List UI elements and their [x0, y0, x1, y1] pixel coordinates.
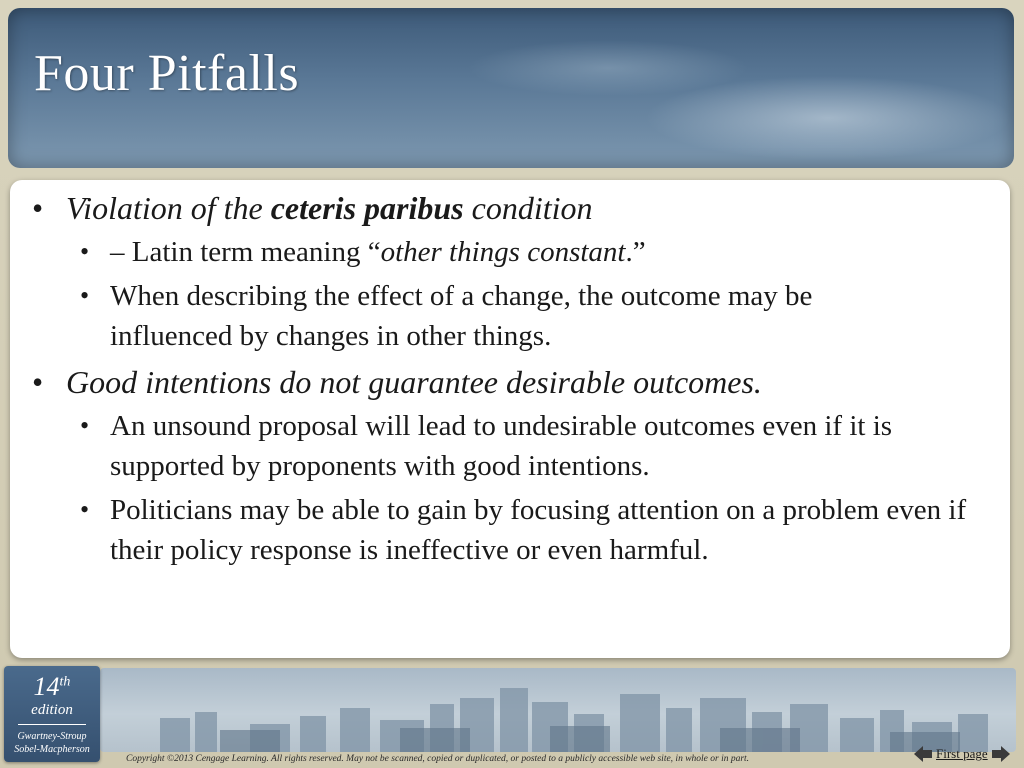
sub-bullet-effect-of-change: • When describing the effect of a change, the outcome may be influenced by changes in other things.: [10, 276, 1010, 356]
content-card: [10, 180, 1010, 658]
arrow-left-icon[interactable]: [914, 746, 932, 762]
page-title: Four Pitfalls: [34, 45, 300, 102]
first-page-link[interactable]: First page: [936, 746, 988, 761]
city-skyline-image: [100, 668, 1016, 752]
footer-city-banner: [100, 668, 1016, 752]
copyright-notice: Copyright ©2013 Cengage Learning. All rights reserved. May not be scanned, copied or duplicated, or posted to a publicly accessible web site, in whole or in part.: [126, 754, 750, 764]
edition-label: edition: [31, 702, 73, 718]
bullet-good-intentions: • Good intentions do not guarantee desirable outcomes.: [10, 362, 1010, 402]
edition-badge: [4, 666, 100, 762]
sub-bullet-unsound-proposal: • An unsound proposal will lead to undesirable outcomes even if it is supported by proponents with good intentions.: [10, 406, 1010, 486]
bullet-list: [10, 188, 1010, 570]
edition-number: 14th: [33, 672, 71, 701]
header-banner: [8, 8, 1014, 168]
ceteris-paribus-term: ceteris paribus: [270, 190, 464, 226]
bullet-ceteris-paribus: • Violation of the ceteris paribus condition: [10, 188, 1010, 228]
authors: Gwartney-Stroup Sobel-Macpherson: [14, 731, 90, 755]
sub-bullet-latin-term: • – Latin term meaning “other things constant.”: [10, 232, 1010, 272]
first-page-nav: [914, 744, 1020, 764]
arrow-right-icon[interactable]: [992, 746, 1010, 762]
edition-divider: [18, 724, 86, 725]
sub-bullet-politicians: • Politicians may be able to gain by focusing attention on a problem even if their policy response is ineffective or even harmful.: [10, 490, 1010, 570]
